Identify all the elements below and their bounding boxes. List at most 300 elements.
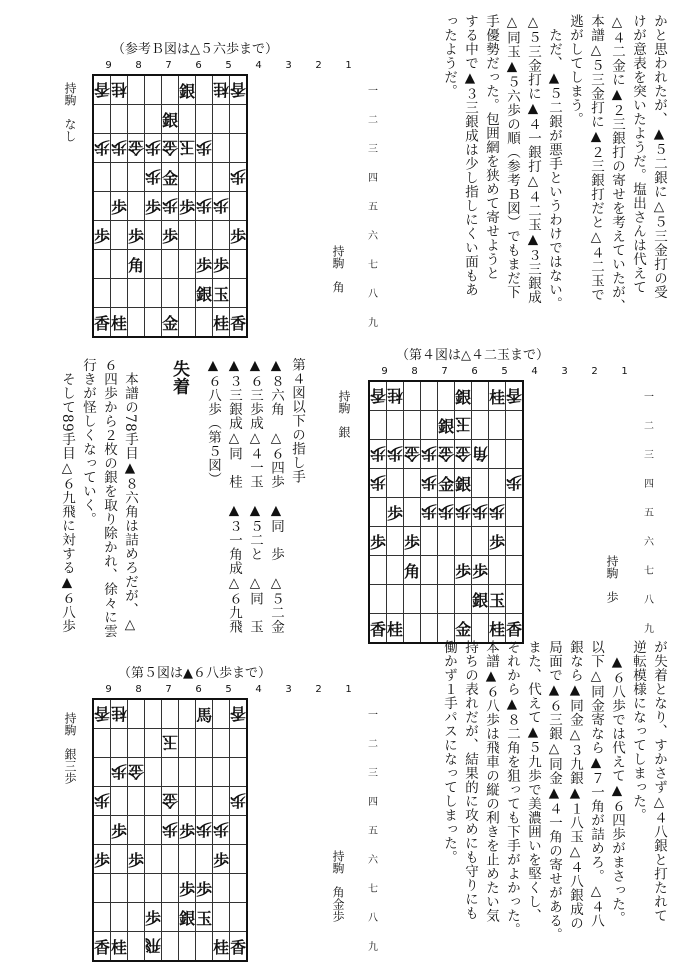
board-square [196, 192, 213, 221]
diagram-b-sente-hand: 持駒 角 [331, 245, 345, 293]
shogi-piece: 歩 [179, 879, 196, 899]
board-square [455, 614, 472, 644]
rank-number: 九 [368, 318, 378, 329]
rank-number: 六 [368, 231, 378, 242]
file-number: 6 [195, 60, 202, 71]
board-square [111, 729, 128, 758]
shogi-piece: 歩 [162, 226, 179, 246]
board-rank [369, 381, 523, 411]
file-number: 6 [471, 366, 478, 377]
board-grid [92, 74, 248, 338]
shogi-piece: 角 [472, 443, 489, 463]
diagram-5-sente-hand: 持駒 角金歩 [331, 850, 345, 922]
file-number: 7 [165, 60, 172, 71]
shogi-piece: 歩 [230, 790, 247, 810]
board-rank [369, 527, 523, 556]
board-square [162, 699, 179, 729]
board-square [455, 527, 472, 556]
board-square [369, 556, 387, 585]
shogi-piece: 歩 [196, 819, 213, 839]
file-number: 7 [441, 366, 448, 377]
board-rank [93, 250, 247, 279]
board-square [438, 498, 455, 527]
board-rank [369, 585, 523, 614]
file-number: 8 [411, 366, 418, 377]
board-square [387, 585, 404, 614]
board-square [179, 932, 196, 962]
shogi-piece: 歩 [196, 255, 213, 275]
shogi-piece: 馬 [196, 705, 213, 725]
rank-number: 九 [644, 624, 654, 635]
board-rank [93, 75, 247, 105]
rank-number: 四 [368, 797, 378, 808]
file-number: 4 [531, 366, 538, 377]
shogi-piece: 香 [94, 313, 111, 333]
board-square [162, 903, 179, 932]
shogi-piece: 香 [230, 937, 247, 957]
board-square [179, 729, 196, 758]
board-square [111, 845, 128, 874]
board-square [230, 308, 248, 338]
shogi-piece: 玉 [162, 732, 179, 752]
board-square [145, 816, 162, 845]
board-square [230, 279, 248, 308]
file-number: 2 [591, 366, 598, 377]
board-square [230, 903, 248, 932]
rank-number: 三 [368, 144, 378, 155]
board-rank [93, 903, 247, 932]
moves-label: 第４図以下の指し手 [289, 357, 305, 484]
board-square [213, 845, 230, 874]
board-square [472, 469, 489, 498]
board-square [179, 163, 196, 192]
board-square [93, 903, 111, 932]
board-square [93, 729, 111, 758]
board-square [93, 932, 111, 962]
board-square [421, 381, 438, 411]
rank-number: 九 [368, 942, 378, 953]
board-square [438, 440, 455, 469]
board-square [196, 134, 213, 163]
board-square [145, 105, 162, 134]
shogi-piece: 桂 [213, 79, 230, 99]
shogi-piece: 歩 [387, 503, 404, 523]
board-square [438, 411, 455, 440]
shogi-piece: 歩 [145, 166, 162, 186]
moves-line-3: ▲３三銀成△同 桂 ▲３一角成△６九飛 [226, 357, 242, 634]
file-number: 3 [561, 366, 568, 377]
shogi-piece: 歩 [472, 561, 489, 581]
shogi-piece: 歩 [213, 255, 230, 275]
board-square [128, 816, 145, 845]
rank-number: 二 [368, 739, 378, 750]
board-square [128, 729, 145, 758]
board-rank [93, 134, 247, 163]
board-square [472, 411, 489, 440]
shogi-piece: 歩 [145, 908, 162, 928]
shogi-piece: 桂 [213, 313, 230, 333]
board-square [421, 527, 438, 556]
board-square [196, 163, 213, 192]
board-square [196, 874, 213, 903]
moves-line-2: ▲６三歩成△４一玉 ▲５二と △同 玉 [247, 357, 263, 634]
rank-number: 八 [368, 913, 378, 924]
shogi-piece: 香 [230, 703, 247, 723]
file-number: 8 [135, 684, 142, 695]
file-number: 1 [345, 60, 352, 71]
board-square [472, 585, 489, 614]
board-square [196, 75, 213, 105]
board-square [455, 498, 472, 527]
board-square [455, 469, 472, 498]
board-square [404, 440, 421, 469]
board-square [128, 932, 145, 962]
board-square [196, 250, 213, 279]
board-square [230, 221, 248, 250]
shogi-piece: 桂 [111, 703, 128, 723]
board-square [489, 527, 506, 556]
board-square [489, 411, 506, 440]
board-square [128, 134, 145, 163]
board-square [145, 192, 162, 221]
shogi-piece: 歩 [94, 226, 111, 246]
board-square [111, 758, 128, 787]
board-square [472, 440, 489, 469]
shogi-piece: 歩 [213, 850, 230, 870]
board-square [179, 75, 196, 105]
board-square [506, 498, 524, 527]
board-square [230, 105, 248, 134]
file-number: 5 [225, 684, 232, 695]
board-grid [368, 380, 524, 644]
shogi-piece: 香 [370, 619, 387, 639]
shogi-piece: 歩 [179, 821, 196, 841]
diagram-b-gote-hand: 持駒 なし [63, 82, 77, 142]
board-square [196, 105, 213, 134]
board-square [111, 932, 128, 962]
board-square [455, 411, 472, 440]
file-number: 3 [285, 60, 292, 71]
board-square [179, 279, 196, 308]
board-square [128, 163, 145, 192]
shogi-piece: 桂 [387, 385, 404, 405]
board-square [179, 758, 196, 787]
board-square [438, 469, 455, 498]
shogi-piece: 歩 [179, 197, 196, 217]
moves-line-4: ▲６八歩（第５図） [205, 357, 221, 487]
board-square [145, 845, 162, 874]
rank-number: 四 [644, 479, 654, 490]
shogi-piece: 歩 [370, 532, 387, 552]
board-square [179, 105, 196, 134]
shogi-piece: 金 [438, 474, 455, 494]
shogi-piece: 銀 [179, 81, 196, 101]
board-square [455, 585, 472, 614]
shogi-piece: 歩 [111, 197, 128, 217]
board-square [230, 250, 248, 279]
shogi-piece: 歩 [472, 501, 489, 521]
board-square [162, 75, 179, 105]
shogi-piece: 香 [370, 385, 387, 405]
shogi-piece: 歩 [421, 472, 438, 492]
board-square [387, 556, 404, 585]
board-square [128, 787, 145, 816]
shogi-piece: 桂 [111, 313, 128, 333]
shogi-piece: 歩 [438, 501, 455, 521]
shogi-piece: 歩 [489, 532, 506, 552]
board-square [111, 105, 128, 134]
commentary-top: かと思われたが、▲５二銀に△５三金打の受 けが意表を突いたようだ。塩出さんは代えて △４二金に▲２三銀打の寄せを考えていたが、 本譜△５三金打に▲２三銀打だと△４二玉で 逃がしてしまう。 ただ、▲５二銀が悪手というわけではない。 △５三金打に▲４一銀打△４二玉▲３三銀成 △同玉▲５六歩の順（参考Ｂ図）でもまだ下 手優勢だった。包囲網を狭めて寄せようと する中で▲３三銀成は少し指しにくい面もあ ったようだ。 [441, 14, 667, 313]
board-square [230, 75, 248, 105]
shogi-piece: 銀 [438, 416, 455, 436]
board-square [145, 787, 162, 816]
rank-number: 一 [368, 86, 378, 97]
board-square [213, 758, 230, 787]
rank-number: 七 [368, 260, 378, 271]
board-square [213, 729, 230, 758]
board-square [506, 614, 524, 644]
shogi-piece: 歩 [370, 472, 387, 492]
shogi-piece: 銀 [162, 110, 179, 130]
shogi-piece: 歩 [128, 850, 145, 870]
board-square [421, 585, 438, 614]
board-square [145, 729, 162, 758]
file-number: 9 [105, 60, 112, 71]
shogi-piece: 香 [94, 79, 111, 99]
board-square [438, 614, 455, 644]
shogi-piece: 歩 [455, 501, 472, 521]
board-square [93, 134, 111, 163]
board-square [145, 758, 162, 787]
board-rank [93, 163, 247, 192]
diagram-4-gote-hand: 持駒 銀 [337, 390, 351, 438]
board-square [455, 440, 472, 469]
board-square [421, 556, 438, 585]
board-square [489, 440, 506, 469]
board-square [387, 440, 404, 469]
shogi-piece: 桂 [489, 619, 506, 639]
board-square [162, 105, 179, 134]
shogi-piece: 香 [94, 703, 111, 723]
shogi-piece: 歩 [145, 197, 162, 217]
board-rank [93, 221, 247, 250]
shogi-piece: 銀 [455, 474, 472, 494]
rank-number: 一 [644, 392, 654, 403]
board-square [128, 845, 145, 874]
board-square [404, 527, 421, 556]
board-square [489, 381, 506, 411]
board-square [145, 874, 162, 903]
board-square [162, 845, 179, 874]
rank-number: 三 [644, 450, 654, 461]
board-square [128, 192, 145, 221]
board-square [196, 903, 213, 932]
board-square [421, 614, 438, 644]
shogi-piece: 玉 [489, 590, 506, 610]
board-square [162, 134, 179, 163]
board-square [387, 381, 404, 411]
board-square [196, 699, 213, 729]
file-number: 5 [501, 366, 508, 377]
rank-number: 五 [644, 508, 654, 519]
moves-section [202, 348, 328, 648]
board-square [472, 527, 489, 556]
board-square [93, 279, 111, 308]
board-square [145, 221, 162, 250]
board-square [213, 903, 230, 932]
board-rank [93, 816, 247, 845]
rank-number: 六 [368, 855, 378, 866]
file-number: 5 [225, 60, 232, 71]
board-square [128, 250, 145, 279]
board-square [111, 699, 128, 729]
board-square [111, 308, 128, 338]
file-number: 9 [105, 684, 112, 695]
board-square [506, 411, 524, 440]
board-square [179, 308, 196, 338]
file-number: 4 [255, 60, 262, 71]
board-square [213, 221, 230, 250]
board-square [93, 163, 111, 192]
board-rank [93, 845, 247, 874]
board-square [111, 250, 128, 279]
file-number: 4 [255, 684, 262, 695]
shogi-piece: 金 [455, 443, 472, 463]
board-square [162, 163, 179, 192]
shogi-piece: 金 [455, 619, 472, 639]
shogi-piece: 歩 [94, 790, 111, 810]
board-square [196, 816, 213, 845]
board-square [489, 498, 506, 527]
shogi-piece: 香 [94, 937, 111, 957]
shogi-piece: 歩 [196, 879, 213, 899]
board-square [472, 556, 489, 585]
board-square [369, 411, 387, 440]
board-square [162, 221, 179, 250]
board-square [438, 381, 455, 411]
shogi-piece: 歩 [489, 501, 506, 521]
board-square [162, 816, 179, 845]
board-rank [369, 440, 523, 469]
board-square [93, 105, 111, 134]
board-square [179, 903, 196, 932]
moves-line-1: ▲８六角 △６四歩 ▲同 歩 △５二金 [268, 357, 284, 634]
board-square [162, 874, 179, 903]
board-square [230, 787, 248, 816]
board-square [196, 279, 213, 308]
board-square [387, 411, 404, 440]
shogi-piece: 香 [506, 385, 523, 405]
shogi-piece: 銀 [472, 590, 489, 610]
board-square [369, 614, 387, 644]
board-square [111, 75, 128, 105]
board-square [506, 556, 524, 585]
board-square [128, 758, 145, 787]
board-square [111, 192, 128, 221]
board-square [489, 585, 506, 614]
shogi-piece: 角 [404, 561, 421, 581]
board-square [179, 845, 196, 874]
shogi-piece: 金 [162, 313, 179, 333]
board-square [93, 845, 111, 874]
rank-number: 八 [368, 289, 378, 300]
rank-number: 六 [644, 537, 654, 548]
board-square [128, 221, 145, 250]
board-square [387, 527, 404, 556]
board-square [421, 440, 438, 469]
board-square [506, 585, 524, 614]
shogi-piece: 歩 [506, 472, 523, 492]
shogi-piece: 金 [162, 137, 179, 157]
shogi-piece: 歩 [421, 443, 438, 463]
board-square [230, 729, 248, 758]
shogi-piece: 銀 [196, 284, 213, 304]
shogi-piece: 歩 [230, 226, 247, 246]
board-square [213, 816, 230, 845]
board-square [111, 163, 128, 192]
board-square [213, 874, 230, 903]
diagram-b-caption: （参考Ｂ図は△５六歩まで） [112, 42, 278, 57]
shogi-piece: 歩 [111, 761, 128, 781]
commentary-mid: 本譜の78手目▲８六角は詰めろだが、△ ６四歩から２枚の銀を取り除かれ、徐々に雲 行きが怪しくなっていく。 そして89手目△６九飛に対する▲６八歩 [59, 358, 138, 638]
board-square [506, 527, 524, 556]
board-square [145, 134, 162, 163]
board-rank [93, 699, 247, 729]
shogi-piece: 歩 [162, 819, 179, 839]
shogi-piece: 歩 [111, 821, 128, 841]
rank-number: 二 [368, 115, 378, 126]
board-square [162, 250, 179, 279]
board-square [489, 469, 506, 498]
board-rank [93, 874, 247, 903]
board-square [145, 163, 162, 192]
board-square [145, 699, 162, 729]
board-square [438, 585, 455, 614]
shogi-piece: 歩 [421, 501, 438, 521]
shogi-piece: 歩 [455, 561, 472, 581]
board-square [179, 250, 196, 279]
board-square [421, 469, 438, 498]
diagram-5-caption: （第５図は▲６八歩まで） [118, 666, 271, 681]
rank-number: 八 [644, 595, 654, 606]
board-square [128, 279, 145, 308]
shogi-piece: 桂 [489, 387, 506, 407]
diagram-4-caption: （第４図は△４二玉まで） [396, 348, 549, 363]
board-square [404, 498, 421, 527]
board-square [145, 279, 162, 308]
board-square [145, 75, 162, 105]
board-square [213, 787, 230, 816]
rank-number: 七 [368, 884, 378, 895]
shogi-piece: 香 [506, 619, 523, 639]
file-number: 2 [315, 60, 322, 71]
board-square [489, 614, 506, 644]
board-rank [369, 556, 523, 585]
board-rank [369, 614, 523, 644]
board-rank [93, 192, 247, 221]
board-square [230, 192, 248, 221]
board-square [387, 498, 404, 527]
board-square [93, 699, 111, 729]
board-square [179, 874, 196, 903]
board-square [369, 527, 387, 556]
board-square [145, 308, 162, 338]
shogi-piece: 歩 [145, 137, 162, 157]
board-square [128, 105, 145, 134]
shogi-piece: 香 [230, 313, 247, 333]
file-number: 8 [135, 60, 142, 71]
board-square [162, 758, 179, 787]
